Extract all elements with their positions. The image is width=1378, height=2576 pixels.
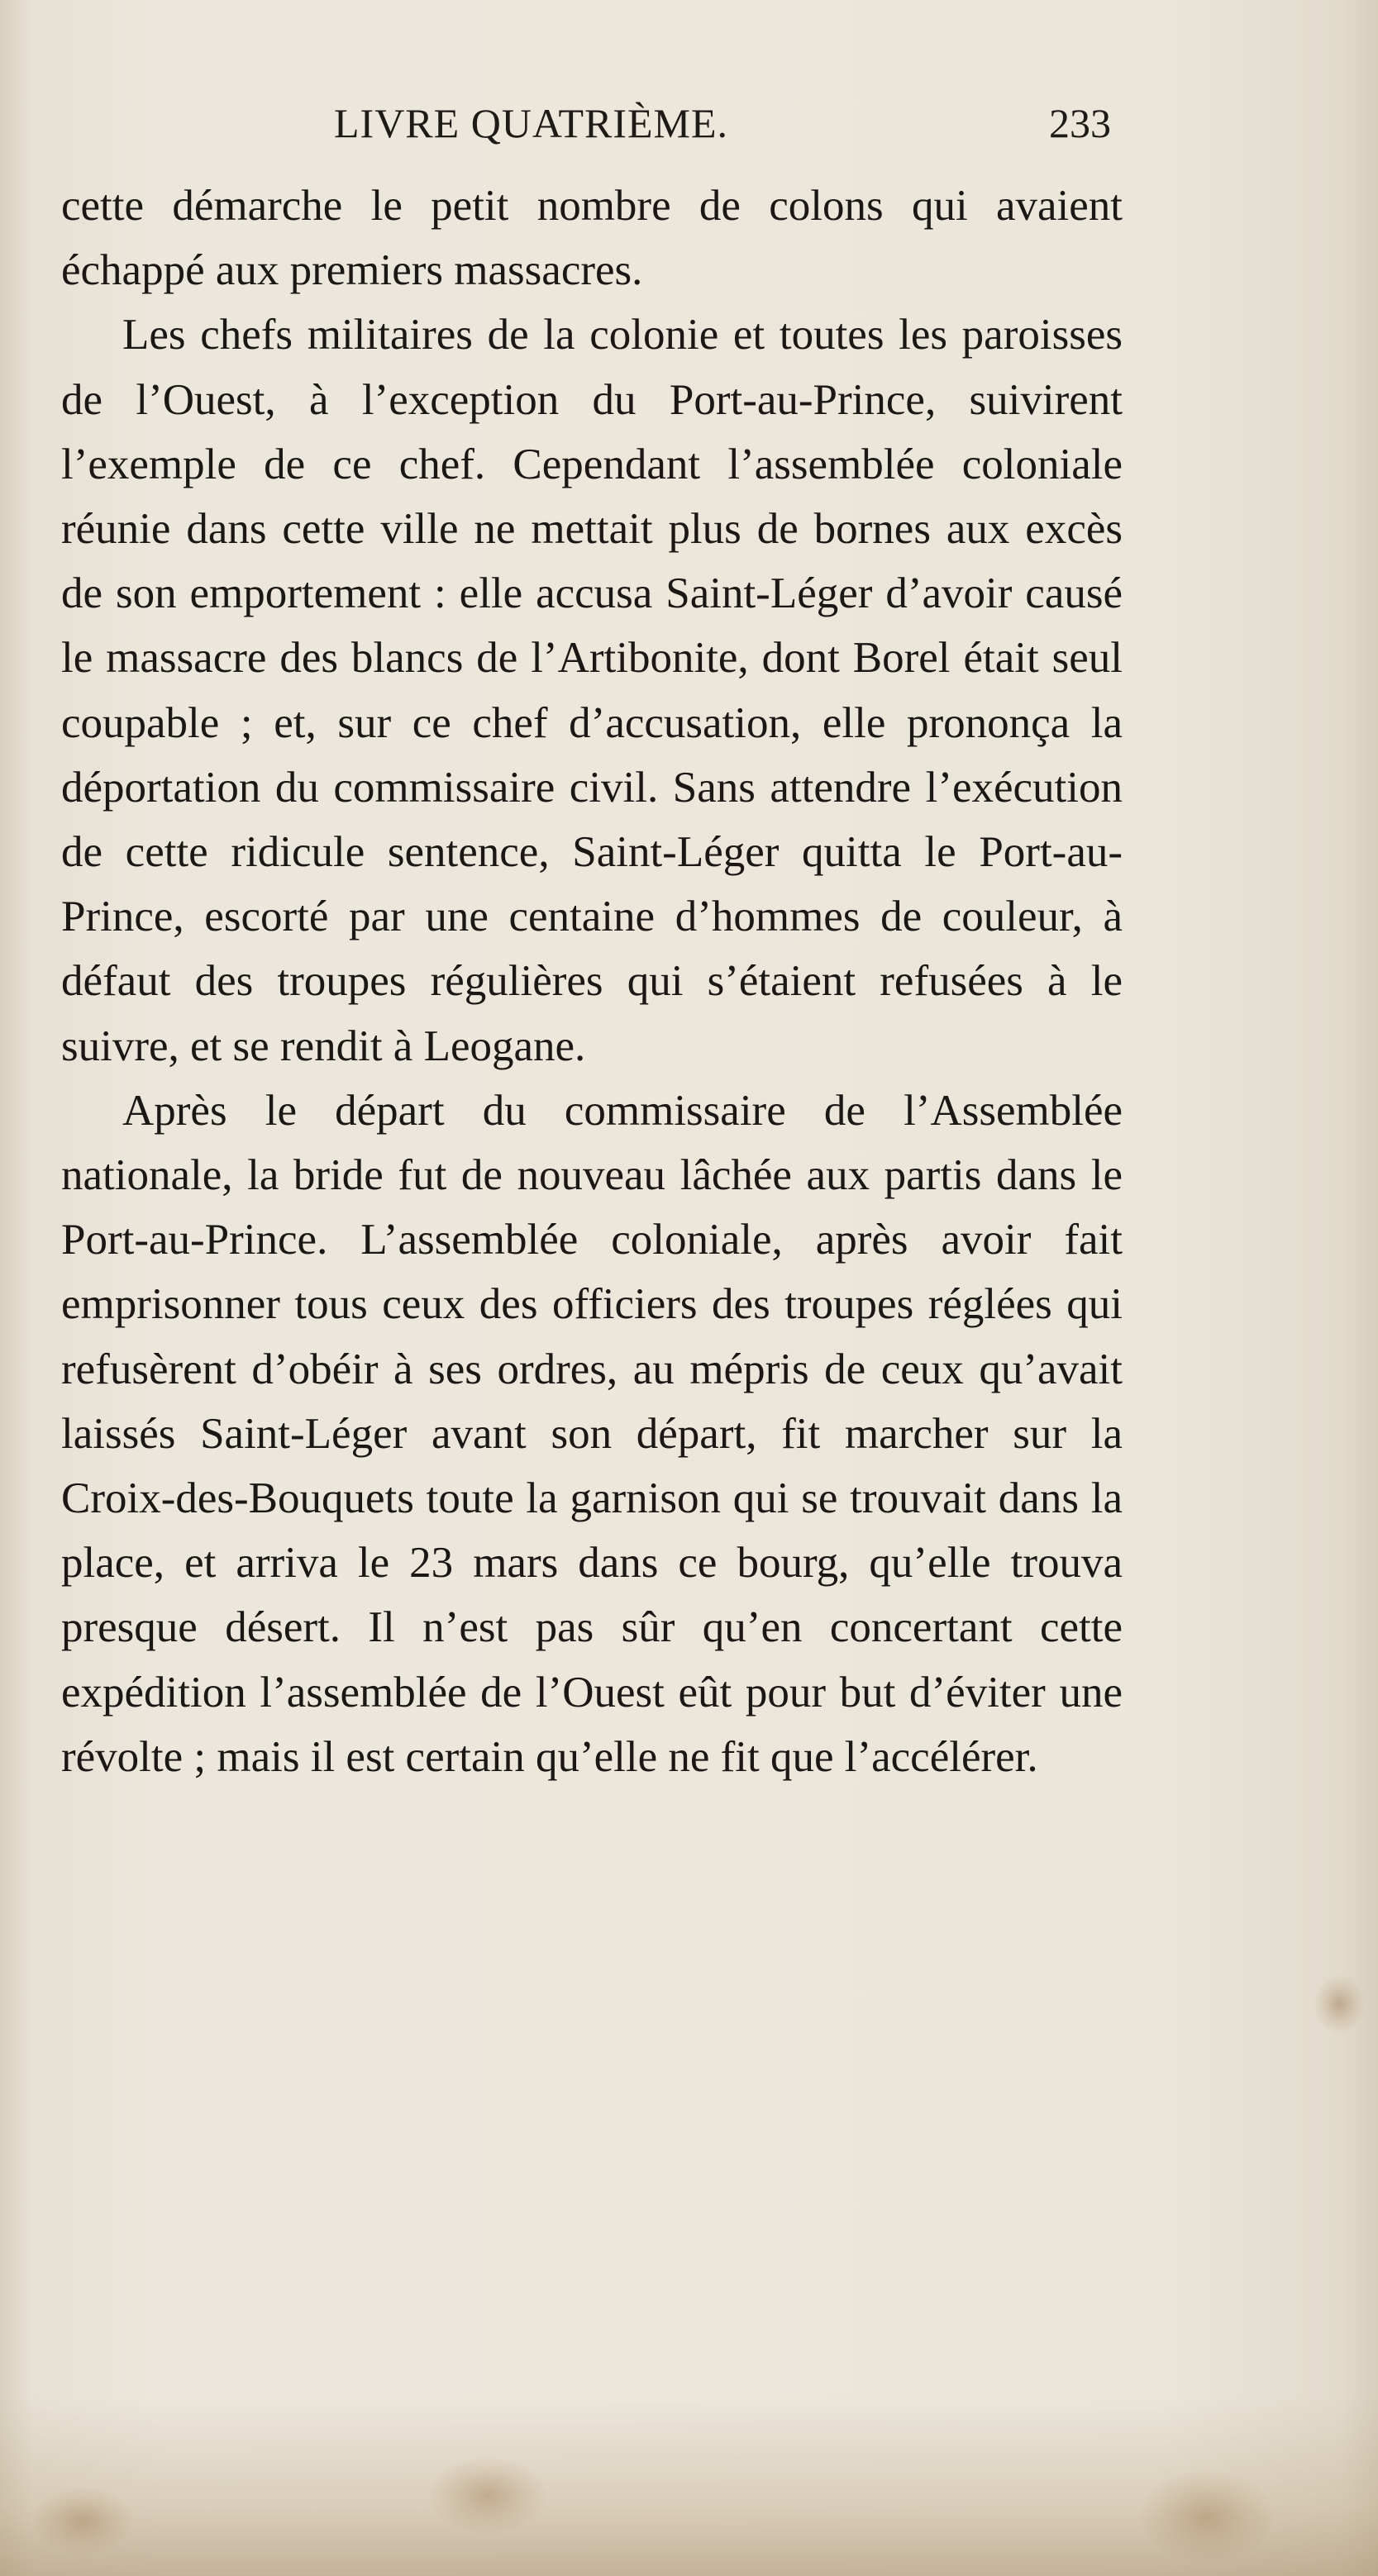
- paragraph: Après le départ du commissaire de l’Assemblée nationale, la bride fut de nouveau lâchée aux partis dans le Port-au-Prince. L’assemblée coloniale, après avoir fait emprisonner tous ceux des officiers des troupes réglées qui refusèrent d’obéir à ses ordres, au mépris de ceux qu’avait laissés Saint-Léger avant son départ, fit marcher sur la Croix-des-Bouquets toute la garnison qui se trouvait dans la place, et arriva le 23 mars dans ce bourg, qu’elle trouva presque désert. Il n’est pas sûr qu’en concertant cette expédition l’assemblée de l’Ouest eût pour but d’éviter une révolte ; mais il est certain qu’elle ne fit que l’accélérer.: [61, 1086, 1123, 1781]
- paragraph-continuation: cette démarche le petit nombre de colons qui avaient échappé aux premiers massacres.: [61, 182, 1123, 295]
- running-title: LIVRE QUATRIÈME.: [334, 100, 729, 146]
- foxing-stain: [1314, 1975, 1364, 2033]
- page-header: [64, 89, 1123, 155]
- page-number: 233: [1049, 100, 1111, 146]
- body-text: [61, 174, 1123, 1789]
- page-edge-discoloration: [0, 2397, 1378, 2576]
- paragraph: Les chefs militaires de la colonie et toutes les paroisses de l’Ouest, à l’exception du Port-au-Prince, suivirent l’exemple de ce chef. Cependant l’assemblée coloniale réunie dans cette ville ne mettait plus de bornes aux excès de son emportement : elle accusa Saint-Léger d’avoir causé le massacre des blancs de l’Artibonite, dont Borel était seul coupable ; et, sur ce chef d’accusation, elle prononça la déportation du commissaire civil. Sans attendre l’exécution de cette ridicule sentence, Saint-Léger quitta le Port-au-Prince, escorté par une centaine d’hommes de couleur, à défaut des troupes régulières qui s’étaient refusées à le suivre, et se rendit à Leogane.: [61, 311, 1123, 1070]
